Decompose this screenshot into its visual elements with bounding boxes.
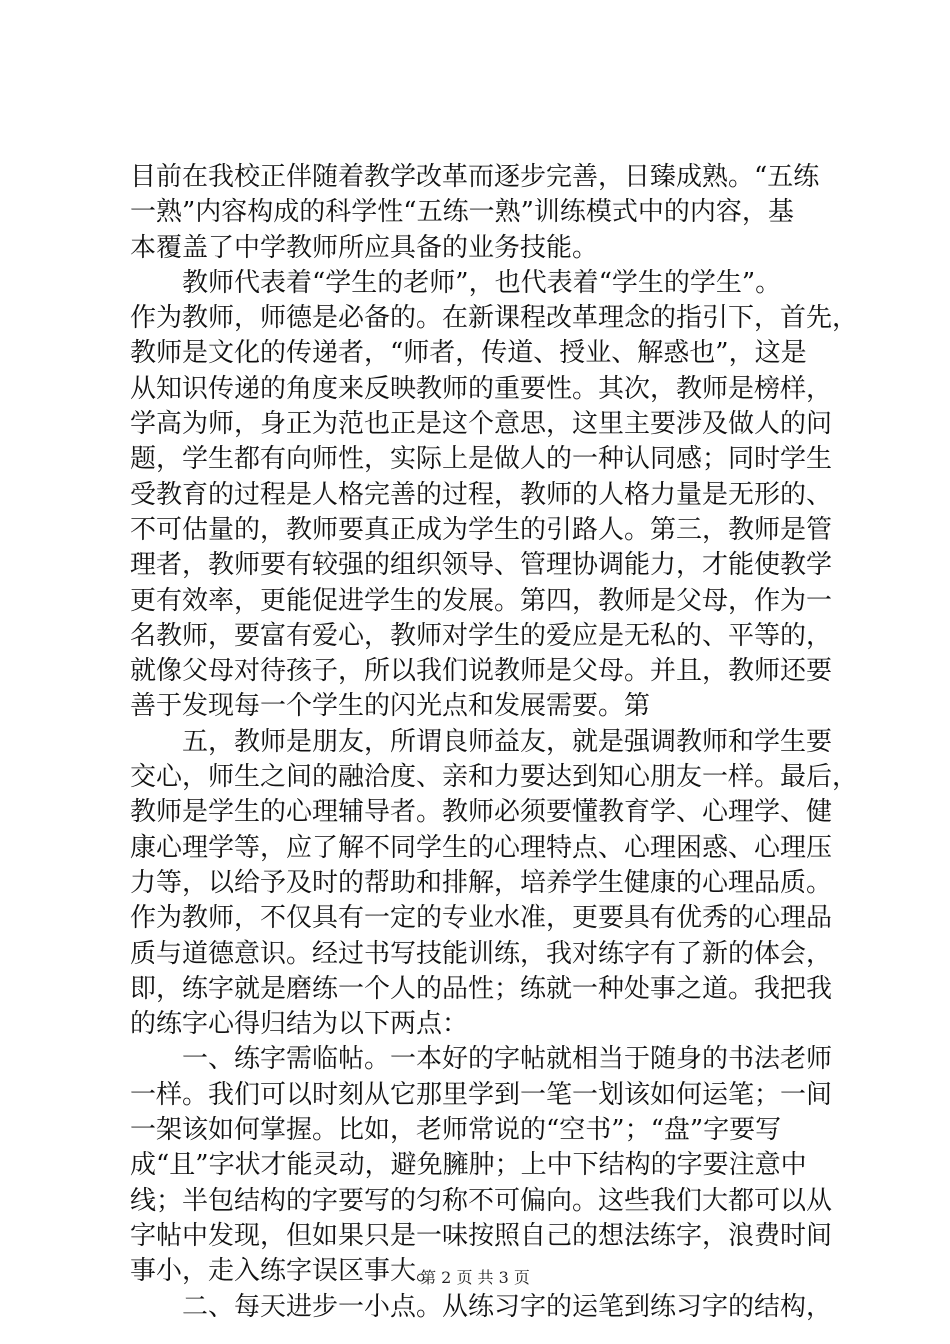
text-line: 作为教师，师德是必备的。在新课程改革理念的指引下，首先， <box>130 303 859 334</box>
text-line: 二、每天进步一小点。从练习字的运笔到练习字的结构， <box>130 1291 833 1322</box>
text-line: 理者，教师要有较强的组织领导、管理协调能力，才能使教学 <box>130 550 833 581</box>
text-line: 题，学生都有向师性，实际上是做人的一种认同感；同时学生 <box>130 444 833 475</box>
text-line: 本覆盖了中学教师所应具备的业务技能。 <box>130 232 599 263</box>
text-line: 教师是文化的传递者，“师者，传道、授业、解惑也”，这是 <box>130 338 807 369</box>
text-line: 字帖中发现，但如果只是一味按照自己的想法练字，浪费时间 <box>130 1220 833 1251</box>
text-line: 不可估量的，教师要真正成为学生的引路人。第三，教师是管 <box>130 514 833 545</box>
text-line: 善于发现每一个学生的闪光点和发展需要。第 <box>130 691 651 722</box>
text-line: 教师是学生的心理辅导者。教师必须要懂教育学、心理学、健 <box>130 797 833 828</box>
text-line: 即，练字就是磨练一个人的品性；练就一种处事之道。我把我 <box>130 973 833 1004</box>
text-line: 作为教师，不仅具有一定的专业水准，更要具有优秀的心理品 <box>130 903 833 934</box>
text-line: 交心，师生之间的融洽度、亲和力要达到知心朋友一样。最后， <box>130 762 859 793</box>
text-line: 一样。我们可以时刻从它那里学到一笔一划该如何运笔；一间 <box>130 1079 833 1110</box>
page-footer: 第 2 页 共 3 页 <box>420 1268 530 1287</box>
text-line: 从知识传递的角度来反映教师的重要性。其次，教师是榜样， <box>130 373 833 404</box>
text-line: 目前在我校正伴随着教学改革而逐步完善，日臻成熟。“五练 <box>130 162 820 192</box>
text-line: 受教育的过程是人格完善的过程，教师的人格力量是无形的、 <box>130 479 833 510</box>
text-line: 就像父母对待孩子，所以我们说教师是父母。并且，教师还要 <box>130 656 833 687</box>
text-line: 学高为师，身正为范也正是这个意思，这里主要涉及做人的问 <box>130 409 833 440</box>
text-line: 更有效率，更能促进学生的发展。第四，教师是父母，作为一 <box>130 585 833 616</box>
text-line: 一熟”内容构成的科学性“五练一熟”训练模式中的内容，基 <box>130 197 794 228</box>
text-line: 质与道德意识。经过书写技能训练，我对练字有了新的体会， <box>130 938 833 969</box>
document-body <box>130 160 859 1325</box>
text-line: 教师代表着“学生的老师”，也代表着“学生的学生”。 <box>130 267 782 298</box>
text-line: 的练字心得归结为以下两点： <box>130 1009 469 1040</box>
text-line: 康心理学等，应了解不同学生的心理特点、心理困惑、心理压 <box>130 832 833 863</box>
text-line: 五，教师是朋友，所谓良师益友，就是强调教师和学生要 <box>130 726 833 757</box>
text-line: 一架该如何掌握。比如，老师常说的“空书”；“盘”字要写 <box>130 1115 782 1146</box>
text-line: 线；半包结构的字要写的匀称不可偏向。这些我们大都可以从 <box>130 1185 833 1216</box>
text-line: 事小，走入练字误区事大。 <box>130 1256 443 1287</box>
text-line: 一、练字需临帖。一本好的字帖就相当于随身的书法老师 <box>130 1044 833 1075</box>
text-line: 力等，以给予及时的帮助和排解，培养学生健康的心理品质。 <box>130 867 833 898</box>
text-line: 名教师，要富有爱心，教师对学生的爱应是无私的、平等的， <box>130 620 833 651</box>
text-line: 成“且”字状才能灵动，避免臃肿；上中下结构的字要注意中 <box>130 1150 807 1181</box>
